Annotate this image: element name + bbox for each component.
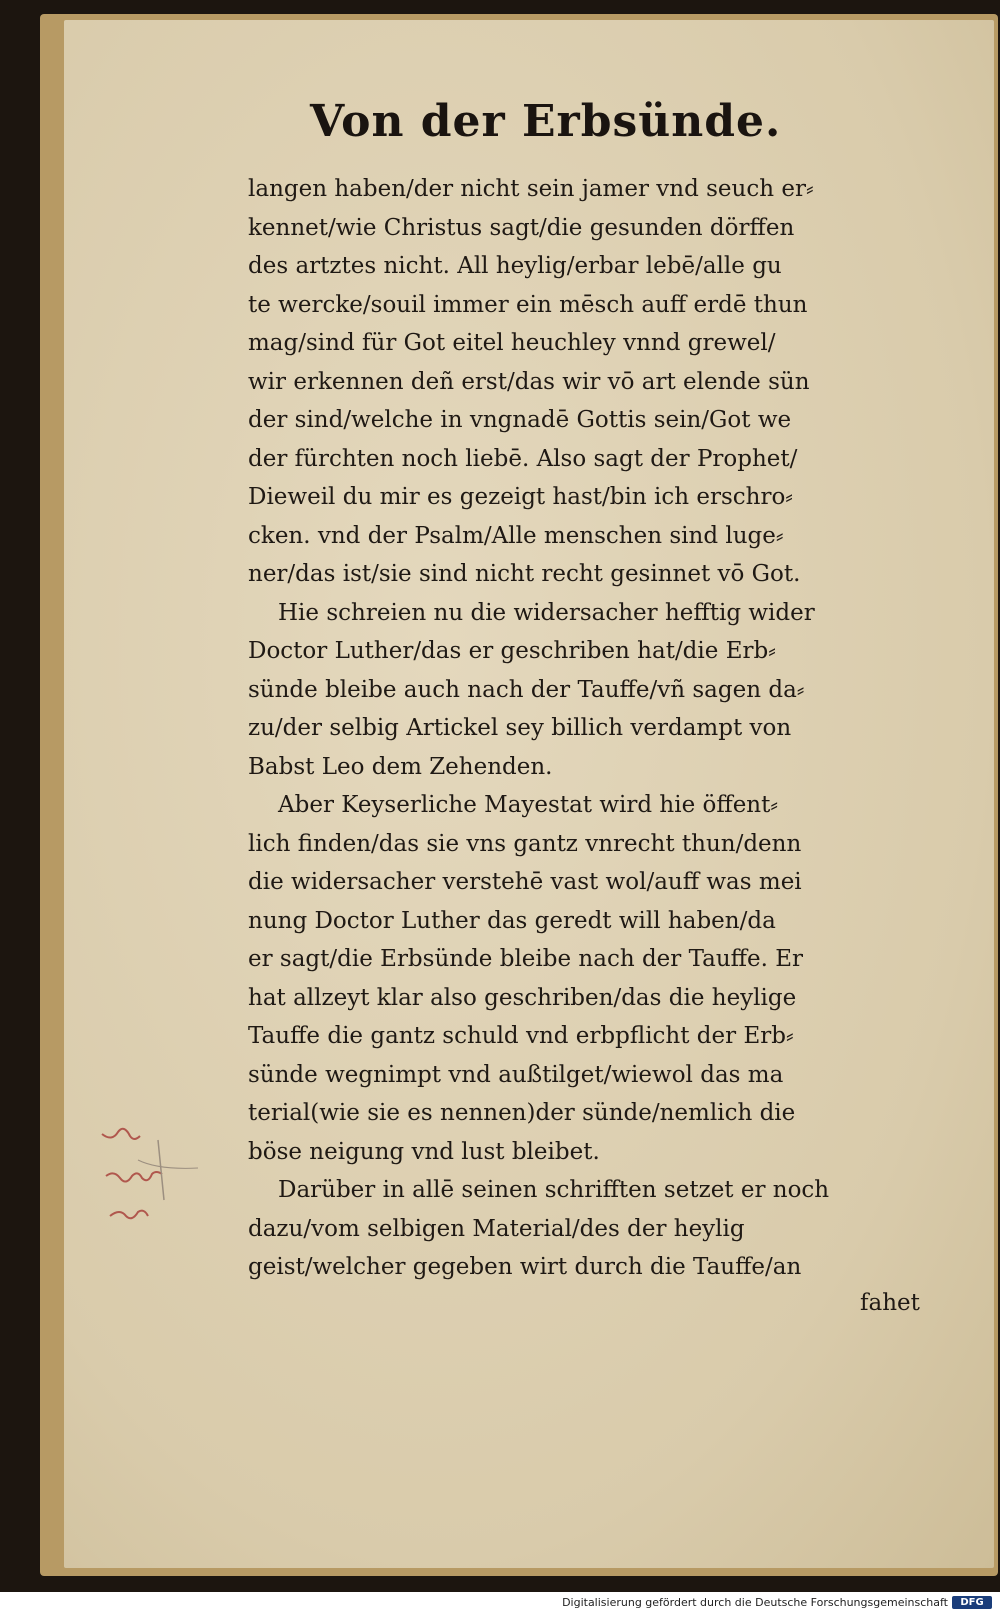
text-line: lich finden/das sie vns gantz vnrecht thun/denn: [248, 830, 802, 857]
text-line: die widersacher verstehē vast wol/auff was mei: [248, 869, 802, 895]
text-line: mag/sind für Got eitel heuchley vnnd grewel/: [248, 330, 776, 356]
text-line: ner/das ist/sie sind nicht recht gesinnet vō Got.: [248, 561, 801, 587]
dfg-logo: DFG: [952, 1596, 992, 1609]
text-line: terial(wie sie es nennen)der sünde/nemlich die: [248, 1100, 796, 1126]
text-line: sünde bleibe auch nach der Tauffe/vñ sagen da⸗: [248, 676, 805, 703]
text-line: kennet/wie Christus sagt/die gesunden dörffen: [248, 214, 795, 241]
text-line: Tauffe die gantz schuld vnd erbpflicht der Erb⸗: [248, 1023, 794, 1049]
text-line: dazu/vom selbigen Material/des der heylig: [248, 1215, 745, 1242]
footer-credit: Digitalisierung gefördert durch die Deutsche Forschungsgemeinschaft: [562, 1596, 948, 1609]
text-line: nung Doctor Luther das geredt will haben/da: [248, 907, 776, 934]
text-line: zu/der selbig Artickel sey billich verdampt von: [248, 715, 792, 741]
text-line: böse neigung vnd lust bleibet.: [248, 1138, 600, 1165]
text-line: Darüber in allē seinen schrifften setzet er noch: [278, 1177, 830, 1203]
text-line: geist/welcher gegeben wirt durch die Tauffe/an: [248, 1254, 802, 1280]
text-line: der fürchten noch liebē. Also sagt der Prophet/: [248, 445, 798, 472]
text-line: er sagt/die Erbsünde bleibe nach der Tauffe. Er: [248, 946, 804, 972]
catchword: fahet: [860, 1290, 920, 1316]
body-text: [248, 170, 928, 1287]
text-line: hat allzeyt klar also geschriben/das die heylige: [248, 984, 797, 1011]
text-line: cken. vnd der Psalm/Alle menschen sind luge⸗: [248, 522, 784, 549]
text-line: Doctor Luther/das er geschriben hat/die Erb⸗: [248, 638, 776, 664]
text-line: Hie schreien nu die widersacher hefftig wider: [278, 599, 815, 626]
text-line: te wercke/souil immer ein mēsch auff erdē thun: [248, 291, 808, 318]
text-line: des artztes nicht. All heylig/erbar lebē/alle gu: [248, 253, 782, 279]
text-line: Babst Leo dem Zehenden.: [248, 753, 553, 780]
handwritten-marginalia: [98, 1120, 248, 1240]
text-line: Aber Keyserliche Mayestat wird hie öffent⸗: [278, 792, 779, 818]
text-line: Dieweil du mir es gezeigt hast/bin ich erschro⸗: [248, 484, 793, 510]
page-title: Von der Erbsünde.: [310, 96, 782, 147]
text-line: der sind/welche in vngnadē Gottis sein/Got we: [248, 407, 792, 433]
text-line: sünde wegnimpt vnd außtilget/wiewol das ma: [248, 1061, 784, 1088]
text-line: wir erkennen deñ erst/das wir vō art elende sün: [248, 368, 810, 395]
text-line: langen haben/der nicht sein jamer vnd seuch er⸗: [248, 176, 814, 202]
